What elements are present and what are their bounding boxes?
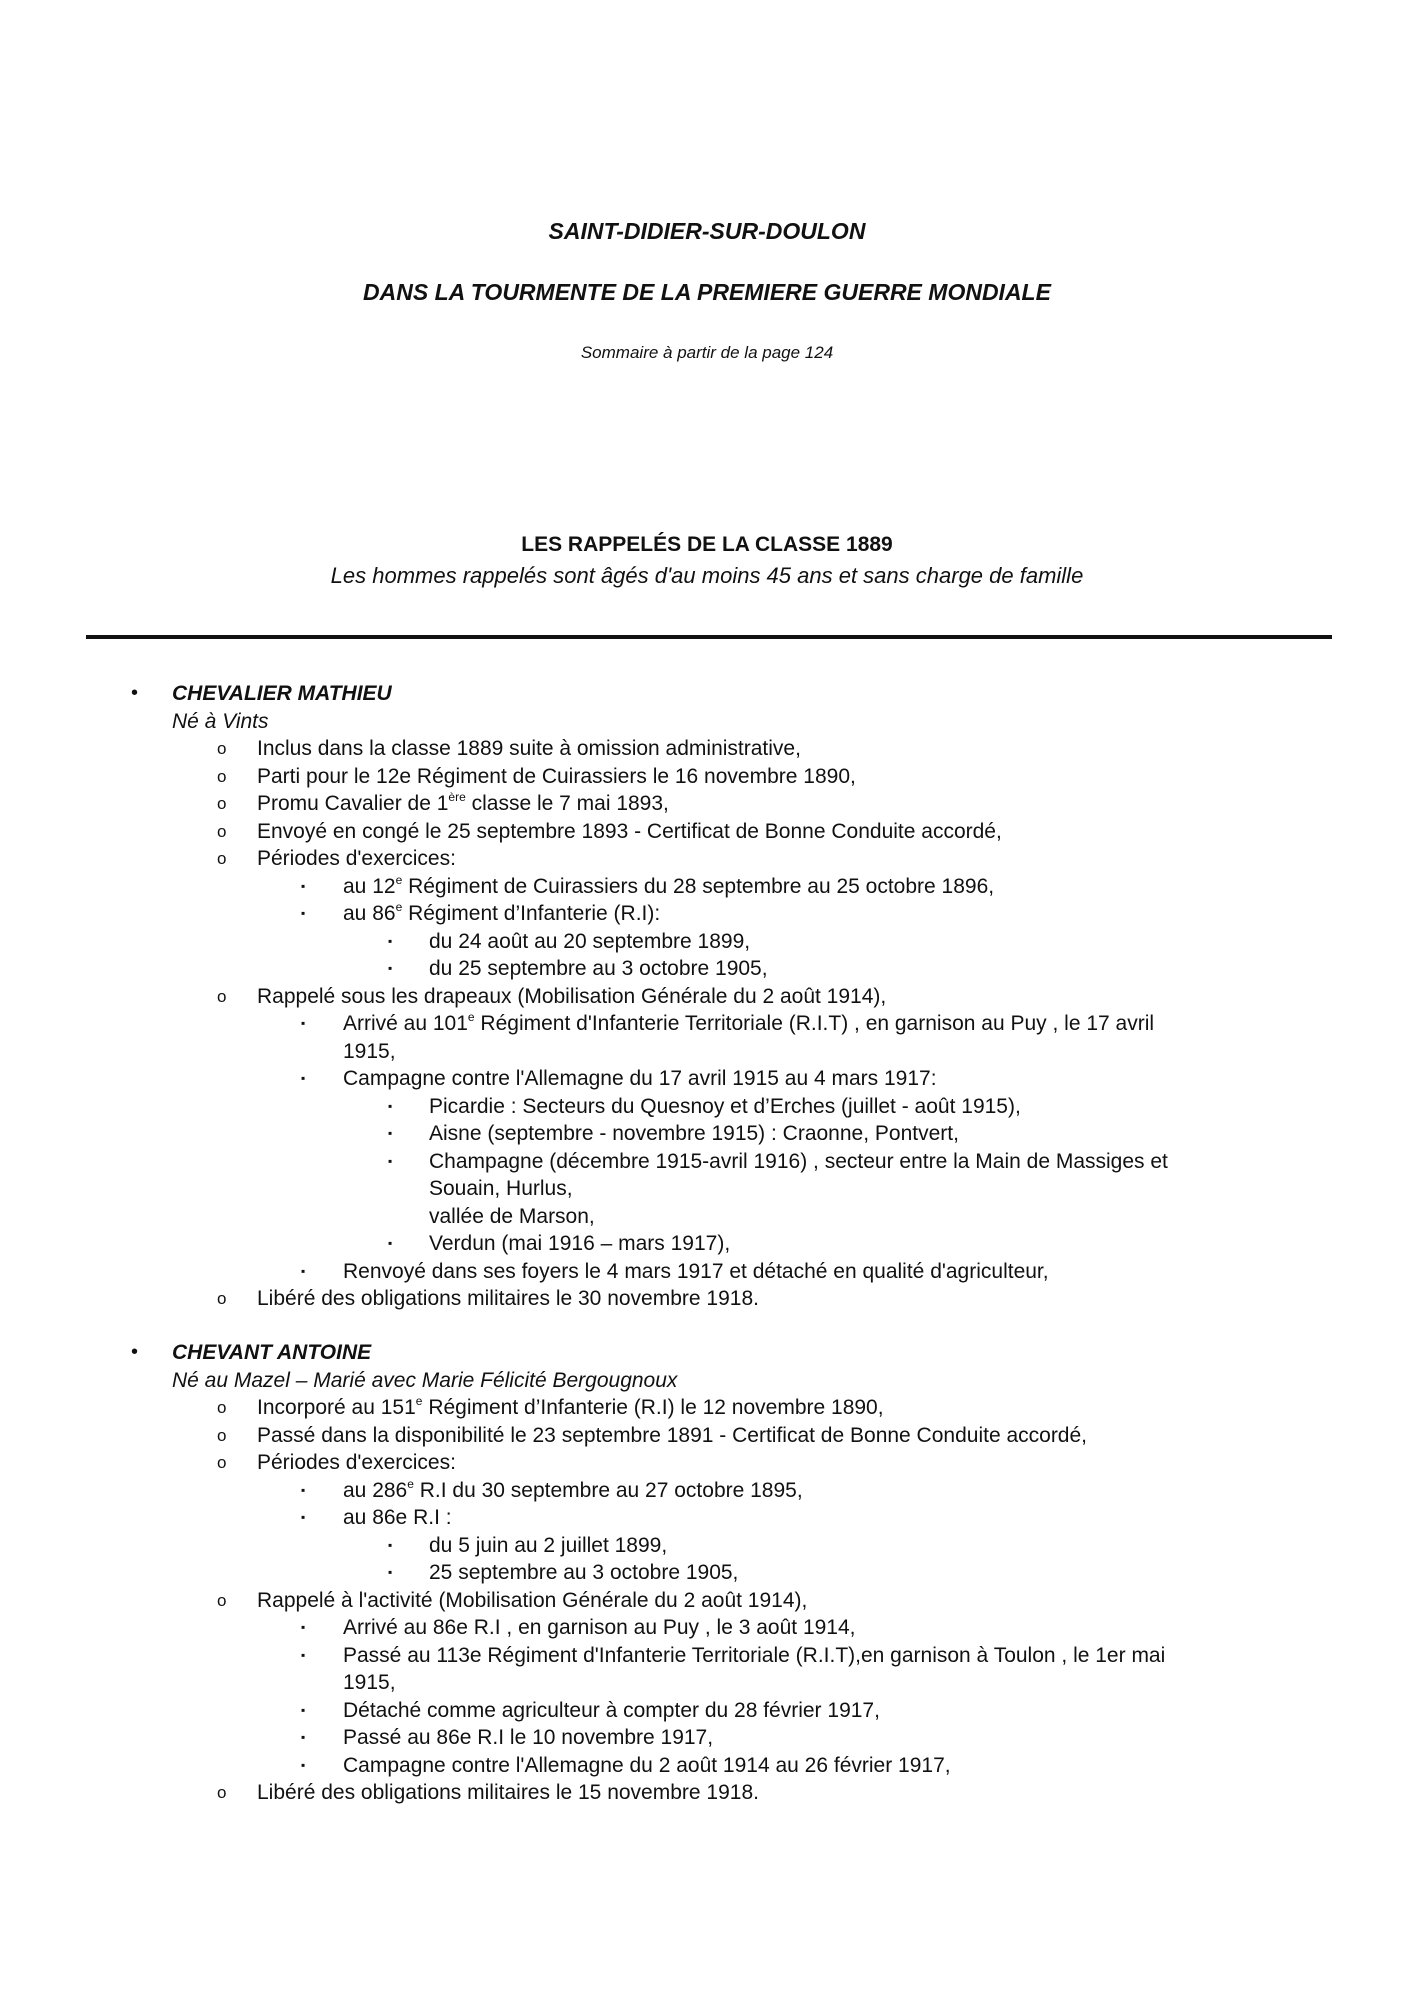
detail-text: [257, 1394, 884, 1422]
square-marker: ▪: [388, 1537, 393, 1552]
detail-text: Libéré des obligations militaires le 15 novembre 1918.: [257, 1781, 759, 1804]
detail-text: Arrivé au 86e R.I , en garnison au Puy , le 3 août 1914,: [343, 1616, 856, 1639]
detail-line: [0, 1779, 1414, 1807]
detail-line: [0, 818, 1414, 846]
text-segment: au 86: [343, 902, 396, 925]
detail-line: [0, 1175, 1414, 1203]
person-birth-line: [0, 708, 1414, 736]
detail-text: du 25 septembre au 3 octobre 1905,: [429, 957, 768, 980]
detail-text: [343, 1477, 803, 1505]
square-marker: ▪: [388, 933, 393, 948]
detail-line: [0, 1477, 1414, 1505]
square-marker: ▪: [388, 961, 393, 975]
square-marker: ▪: [301, 1620, 306, 1634]
person-birth: Né à Vints: [172, 709, 269, 733]
detail-text: Renvoyé dans ses foyers le 4 mars 1917 et détaché en qualité d'agriculteur,: [343, 1259, 1049, 1283]
detail-text: Envoyé en congé le 25 septembre 1893 - Certificat de Bonne Conduite accordé,: [257, 819, 1002, 843]
square-marker: ▪: [301, 1757, 306, 1772]
detail-text: Passé dans la disponibilité le 23 septembre 1891 - Certificat de Bonne Conduite accordé,: [257, 1423, 1088, 1447]
detail-text: [343, 873, 994, 901]
text-segment: au 12: [343, 874, 396, 898]
detail-line: [0, 900, 1414, 928]
detail-line: [0, 1532, 1414, 1560]
detail-line: [0, 1010, 1414, 1038]
square-marker: ▪: [301, 1647, 306, 1662]
detail-line: [0, 1038, 1414, 1066]
detail-text: Aisne (septembre - novembre 1915) : Craonne, Pontvert,: [429, 1122, 959, 1145]
circle-marker: o: [217, 739, 227, 758]
detail-text: Libéré des obligations militaires le 30 novembre 1918.: [257, 1287, 759, 1310]
person-birth: Né au Mazel – Marié avec Marie Félicité Bergougnoux: [172, 1368, 678, 1392]
detail-line: [0, 955, 1414, 983]
detail-text: vallée de Marson,: [429, 1204, 595, 1228]
text-segment: au 286: [343, 1478, 408, 1502]
detail-text: Inclus dans la classe 1889 suite à omission administrative,: [257, 737, 801, 760]
summary-note: Sommaire à partir de la page 124: [580, 343, 834, 362]
detail-line: [0, 1724, 1414, 1752]
detail-line: [0, 1559, 1414, 1587]
detail-line: [0, 1752, 1414, 1780]
detail-line: [0, 1697, 1414, 1725]
detail-line: [0, 1669, 1414, 1697]
text-segment: R.I du 30 septembre au 27 octobre 1895,: [413, 1478, 803, 1502]
detail-text: [343, 900, 660, 928]
detail-text: [343, 1010, 1154, 1038]
detail-line: [0, 928, 1414, 956]
detail-text: 1915,: [343, 1671, 396, 1694]
square-marker: ▪: [301, 1016, 306, 1030]
detail-line: [0, 1422, 1414, 1450]
detail-line: [0, 1285, 1414, 1313]
detail-line: [0, 1504, 1414, 1532]
superscript: e: [395, 872, 403, 887]
detail-text: Rappelé sous les drapeaux (Mobilisation Générale du 2 août 1914),: [257, 984, 887, 1008]
detail-line: [0, 1203, 1414, 1231]
superscript: e: [415, 1394, 423, 1408]
circle-marker: o: [217, 1590, 227, 1610]
detail-line: [0, 873, 1414, 901]
person-birth-line: [0, 1367, 1414, 1395]
detail-text: Périodes d'exercices:: [257, 1451, 456, 1474]
detail-line: [0, 1642, 1414, 1670]
bullet-marker: •: [131, 1341, 139, 1363]
bullet-marker: •: [131, 682, 139, 704]
circle-marker: o: [217, 766, 227, 786]
person-name-line: [0, 1339, 1414, 1367]
square-marker: ▪: [301, 1071, 306, 1085]
detail-line: [0, 1065, 1414, 1093]
text-segment: Promu Cavalier de 1: [257, 792, 449, 815]
square-marker: ▪: [388, 1153, 393, 1168]
detail-text: Passé au 86e R.I le 10 novembre 1917,: [343, 1726, 714, 1749]
section-subtitle: Les hommes rappelés sont âgés d'au moins 45 ans et sans charge de famille: [330, 563, 1084, 588]
detail-line: [0, 1614, 1414, 1642]
square-marker: ▪: [388, 1565, 393, 1579]
text-segment: Régiment d'Infanterie Territoriale (R.I.T) , en garnison au Puy , le 17 avril: [474, 1012, 1155, 1035]
detail-text: Rappelé à l'activité (Mobilisation Générale du 2 août 1914),: [257, 1588, 808, 1612]
detail-text: Campagne contre l'Allemagne du 2 août 1914 au 26 février 1917,: [343, 1753, 951, 1777]
text-segment: classe le 7 mai 1893,: [465, 792, 669, 815]
detail-line: [0, 1093, 1414, 1121]
square-marker: ▪: [301, 1702, 306, 1717]
detail-line: [0, 735, 1414, 763]
circle-marker: o: [217, 849, 227, 868]
horizontal-rule: [86, 635, 1332, 639]
detail-text: Campagne contre l'Allemagne du 17 avril 1915 au 4 mars 1917:: [343, 1067, 937, 1090]
circle-marker: o: [217, 821, 227, 841]
detail-line: [0, 790, 1414, 818]
detail-line: [0, 1258, 1414, 1286]
detail-line: [0, 1394, 1414, 1422]
detail-line: [0, 983, 1414, 1011]
detail-line: [0, 1230, 1414, 1258]
superscript: e: [395, 900, 403, 914]
person-name-line: [0, 680, 1414, 708]
square-marker: ▪: [301, 1482, 306, 1497]
detail-text: Souain, Hurlus,: [429, 1177, 573, 1200]
detail-text: Picardie : Secteurs du Quesnoy et d’Erches (juillet - août 1915),: [429, 1094, 1021, 1118]
detail-text: Passé au 113e Régiment d'Infanterie Territoriale (R.I.T),en garnison à Toulon , le 1er mai: [343, 1643, 1166, 1667]
square-marker: ▪: [301, 1730, 306, 1744]
detail-text: Champagne (décembre 1915-avril 1916) , secteur entre la Main de Massiges et: [429, 1149, 1168, 1173]
detail-text: [257, 790, 669, 818]
detail-text: 1915,: [343, 1039, 396, 1063]
superscript: ère: [448, 790, 466, 804]
person-entry: [0, 680, 1414, 1313]
detail-text: Périodes d'exercices:: [257, 847, 456, 870]
square-marker: ▪: [301, 1263, 306, 1278]
text-segment: Régiment d’Infanterie (R.I) le 12 novembre 1890,: [422, 1396, 884, 1419]
detail-line: [0, 1587, 1414, 1615]
square-marker: ▪: [388, 1126, 393, 1140]
text-segment: Régiment d’Infanterie (R.I):: [402, 902, 661, 925]
person-name: CHEVALIER MATHIEU: [172, 682, 392, 705]
text-segment: Régiment de Cuirassiers du 28 septembre au 25 octobre 1896,: [402, 874, 995, 898]
circle-marker: o: [217, 1783, 227, 1802]
text-segment: Incorporé au 151: [257, 1396, 416, 1419]
detail-text: du 5 juin au 2 juillet 1899,: [429, 1533, 668, 1557]
square-marker: ▪: [388, 1236, 393, 1250]
circle-marker: o: [217, 1398, 227, 1417]
superscript: e: [407, 1476, 414, 1491]
detail-text: Détaché comme agriculteur à compter du 28 février 1917,: [343, 1698, 880, 1722]
circle-marker: o: [217, 1425, 227, 1445]
circle-marker: o: [217, 1453, 227, 1472]
superscript: e: [467, 1010, 475, 1024]
circle-marker: o: [217, 1289, 227, 1308]
square-marker: ▪: [301, 906, 306, 920]
circle-marker: o: [217, 986, 227, 1006]
detail-text: Verdun (mai 1916 – mars 1917),: [429, 1232, 731, 1255]
person-name: CHEVANT ANTOINE: [172, 1341, 372, 1364]
document-subtitle: DANS LA TOURMENTE DE LA PREMIERE GUERRE MONDIALE: [363, 279, 1051, 305]
text-segment: Arrivé au 101: [343, 1012, 468, 1035]
detail-text: 25 septembre au 3 octobre 1905,: [429, 1561, 739, 1584]
detail-line: [0, 763, 1414, 791]
square-marker: ▪: [301, 1510, 306, 1524]
square-marker: ▪: [301, 878, 306, 893]
document-title: SAINT-DIDIER-SUR-DOULON: [548, 218, 866, 244]
detail-line: [0, 1449, 1414, 1477]
detail-line: [0, 1120, 1414, 1148]
detail-line: [0, 1148, 1414, 1176]
detail-line: [0, 845, 1414, 873]
person-entry: [0, 1339, 1414, 1807]
circle-marker: o: [217, 794, 227, 813]
detail-text: au 86e R.I :: [343, 1506, 452, 1529]
square-marker: ▪: [388, 1098, 393, 1113]
detail-text: Parti pour le 12e Régiment de Cuirassiers le 16 novembre 1890,: [257, 764, 856, 788]
detail-text: du 24 août au 20 septembre 1899,: [429, 929, 751, 953]
section-title: LES RAPPELÉS DE LA CLASSE 1889: [521, 533, 893, 556]
